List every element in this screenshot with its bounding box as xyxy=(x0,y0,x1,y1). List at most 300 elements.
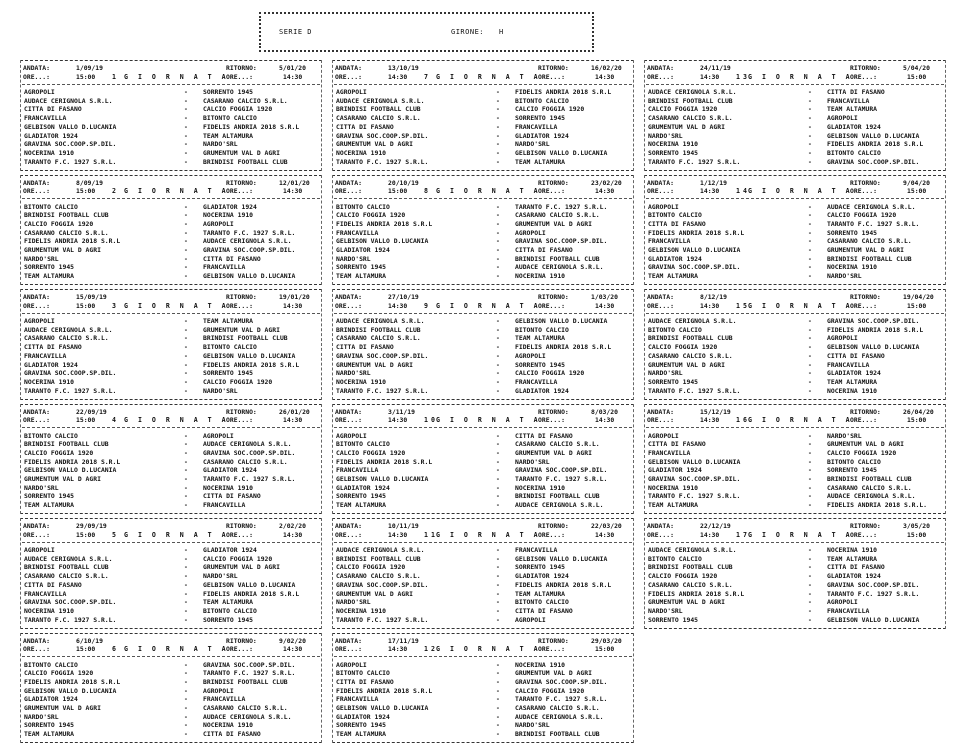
home-team: CALCIO FOGGIA 1920 xyxy=(24,669,94,678)
away-team: CASARANO CALCIO S.R.L. xyxy=(203,96,288,105)
away-team: AUDACE CERIGNOLA S.R.L. xyxy=(515,263,604,272)
away-team: TEAM ALTAMURA xyxy=(203,598,254,607)
home-team: CALCIO FOGGIA 1920 xyxy=(336,563,406,572)
giornata-block xyxy=(20,631,322,746)
ore-andata-label: ORE...: xyxy=(23,416,50,425)
away-team: FRANCAVILLA xyxy=(827,360,870,369)
away-team: BRINDISI FOOTBALL CLUB xyxy=(203,157,288,166)
home-team: TARANTO F.C. 1927 S.R.L. xyxy=(648,492,741,501)
home-team: SORRENTO 1945 xyxy=(648,615,699,624)
home-team: BITONTO CALCIO xyxy=(336,202,390,211)
away-team: GELBISON VALLO D.LUCANIA xyxy=(203,580,296,589)
ritorno-date: 26/04/20 xyxy=(903,407,934,416)
home-team: TEAM ALTAMURA xyxy=(24,272,75,281)
match-dash: - xyxy=(184,254,188,263)
ritorno-label: RITORNO: xyxy=(226,407,257,416)
header-separator xyxy=(22,542,320,543)
match-dash: - xyxy=(496,730,500,739)
away-team: NOCERINA 1910 xyxy=(515,272,566,281)
header-separator xyxy=(646,84,944,85)
home-team: GRUMENTUM VAL D AGRI xyxy=(336,360,413,369)
ore-andata-label: ORE...: xyxy=(23,530,50,539)
giornata-block xyxy=(332,58,634,173)
match-dash: - xyxy=(496,475,500,483)
schedule-column-1 xyxy=(20,58,322,745)
home-team: GRAVINA SOC.COOP.SP.DIL. xyxy=(648,475,741,483)
andata-date: 1/12/19 xyxy=(700,178,727,187)
match-dash: - xyxy=(808,554,812,563)
away-team: SORRENTO 1945 xyxy=(515,563,566,572)
giornata-block xyxy=(644,58,946,173)
giornata-block xyxy=(332,402,634,517)
match-dash: - xyxy=(184,606,188,615)
ritorno-label: RITORNO: xyxy=(850,407,881,416)
home-team: FIDELIS ANDRIA 2018 S.R.L xyxy=(336,686,433,695)
ore-ritorno-label: ORE...: xyxy=(226,187,253,196)
home-team: SORRENTO 1945 xyxy=(648,377,699,386)
match-dash: - xyxy=(808,237,812,246)
home-team: BITONTO CALCIO xyxy=(648,554,702,563)
andata-date: 13/10/19 xyxy=(388,64,419,72)
giornata-block xyxy=(20,402,322,517)
andata-date: 29/09/19 xyxy=(76,522,107,530)
giornata-word: G I O R N A T A xyxy=(748,416,853,425)
ore-ritorno-value: 14:30 xyxy=(595,301,615,310)
giornata-number: 15 xyxy=(736,301,750,310)
ritorno-label: RITORNO: xyxy=(850,522,881,530)
giornata-block xyxy=(20,58,322,173)
match-dash: - xyxy=(496,88,500,96)
home-team: NOCERINA 1910 xyxy=(24,377,75,386)
giornata-word: G I O R N A T A xyxy=(124,645,229,654)
away-team: TARANTO F.C. 1927 S.R.L. xyxy=(515,475,608,483)
match-dash: - xyxy=(808,140,812,149)
match-dash: - xyxy=(808,448,812,457)
away-team: BRINDISI FOOTBALL CLUB xyxy=(515,492,600,501)
home-team: BRINDISI FOOTBALL CLUB xyxy=(648,563,733,572)
match-dash: - xyxy=(808,377,812,386)
away-team: BRINDISI FOOTBALL CLUB xyxy=(203,677,288,686)
home-team: GRAVINA SOC.COOP.SP.DIL. xyxy=(336,580,429,589)
match-dash: - xyxy=(496,96,500,105)
ore-ritorno-label: ORE...: xyxy=(538,187,565,196)
home-team: NOCERINA 1910 xyxy=(336,148,387,157)
away-team: CASARANO CALCIO S.R.L. xyxy=(515,211,600,220)
ore-ritorno-value: 15:00 xyxy=(907,301,927,310)
home-team: CASARANO CALCIO S.R.L. xyxy=(648,580,733,589)
ore-andata-value: 15:00 xyxy=(76,645,96,654)
match-dash: - xyxy=(184,660,188,669)
match-dash: - xyxy=(184,483,188,492)
andata-date: 8/12/19 xyxy=(700,293,727,301)
match-dash: - xyxy=(184,457,188,466)
match-dash: - xyxy=(184,431,188,440)
header-separator xyxy=(22,198,320,199)
away-team: CALCIO FOGGIA 1920 xyxy=(515,686,585,695)
home-team: TARANTO F.C. 1927 S.R.L. xyxy=(648,157,741,166)
ore-ritorno-value: 15:00 xyxy=(907,187,927,196)
ore-andata-label: ORE...: xyxy=(23,645,50,654)
match-dash: - xyxy=(808,114,812,123)
home-team: AGROPOLI xyxy=(24,88,55,96)
match-dash: - xyxy=(808,431,812,440)
match-dash: - xyxy=(184,317,188,325)
match-dash: - xyxy=(184,122,188,131)
giornata-block xyxy=(644,173,946,288)
home-team: FRANCAVILLA xyxy=(24,114,67,123)
match-dash: - xyxy=(808,492,812,501)
ore-ritorno-label: ORE...: xyxy=(850,530,877,539)
match-dash: - xyxy=(184,246,188,254)
home-team: CASARANO CALCIO S.R.L. xyxy=(24,572,109,581)
header-separator xyxy=(334,427,632,428)
away-team: BITONTO CALCIO xyxy=(203,606,257,615)
match-dash: - xyxy=(184,360,188,369)
away-team: TARANTO F.C. 1927 S.R.L. xyxy=(827,589,920,598)
match-dash: - xyxy=(496,669,500,678)
away-team: BRINDISI FOOTBALL CLUB xyxy=(515,730,600,739)
home-team: TEAM ALTAMURA xyxy=(336,272,387,281)
home-team: CITTA DI FASANO xyxy=(336,677,394,686)
ore-andata-value: 15:00 xyxy=(76,301,96,310)
match-dash: - xyxy=(184,554,188,563)
away-team: BITONTO CALCIO xyxy=(203,114,257,123)
away-team: GLADIATOR 1924 xyxy=(515,131,569,140)
andata-date: 15/09/19 xyxy=(76,293,107,301)
home-team: FIDELIS ANDRIA 2018 S.R.L xyxy=(336,219,433,228)
home-team: GELBISON VALLO D.LUCANIA xyxy=(24,122,117,131)
ore-andata-value: 14:30 xyxy=(388,645,408,654)
andata-date: 1/09/19 xyxy=(76,64,103,72)
andata-date: 10/11/19 xyxy=(388,522,419,530)
match-dash: - xyxy=(808,572,812,581)
andata-label: ANDATA: xyxy=(23,522,50,530)
away-team: AUDACE CERIGNOLA S.R.L. xyxy=(827,202,916,211)
match-dash: - xyxy=(184,580,188,589)
match-dash: - xyxy=(496,122,500,131)
ore-ritorno-value: 14:30 xyxy=(283,645,303,654)
home-team: TARANTO F.C. 1927 S.R.L. xyxy=(24,386,117,395)
away-team: CITTA DI FASANO xyxy=(203,730,261,739)
giornata-number: 4 xyxy=(112,416,119,425)
away-team: GRAVINA SOC.COOP.SP.DIL. xyxy=(203,246,296,254)
home-team: GRAVINA SOC.COOP.SP.DIL. xyxy=(24,369,117,378)
giornata-word: G I O R N A T A xyxy=(124,301,229,310)
home-team: CASARANO CALCIO S.R.L. xyxy=(336,572,421,581)
match-dash: - xyxy=(496,721,500,730)
away-team: AGROPOLI xyxy=(203,686,234,695)
giornata-number: 2 xyxy=(112,187,119,196)
home-team: BRINDISI FOOTBALL CLUB xyxy=(336,325,421,334)
match-dash: - xyxy=(184,369,188,378)
header-separator xyxy=(646,313,944,314)
ore-ritorno-label: ORE...: xyxy=(850,301,877,310)
ritorno-label: RITORNO: xyxy=(226,178,257,187)
away-team: FRANCAVILLA xyxy=(203,263,246,272)
away-team: TEAM ALTAMURA xyxy=(827,377,878,386)
giornata-word: G I O R N A T A xyxy=(436,416,541,425)
ore-andata-label: ORE...: xyxy=(647,416,674,425)
home-team: TEAM ALTAMURA xyxy=(336,501,387,510)
match-dash: - xyxy=(184,228,188,237)
away-team: GELBISON VALLO D.LUCANIA xyxy=(203,272,296,281)
away-team: AGROPOLI xyxy=(515,351,546,360)
away-team: AUDACE CERIGNOLA S.R.L. xyxy=(203,440,292,449)
match-dash: - xyxy=(184,475,188,483)
away-team: BRINDISI FOOTBALL CLUB xyxy=(827,254,912,263)
away-team: CALCIO FOGGIA 1920 xyxy=(203,554,273,563)
ore-andata-label: ORE...: xyxy=(335,187,362,196)
home-team: AUDACE CERIGNOLA S.R.L. xyxy=(24,554,113,563)
match-dash: - xyxy=(496,317,500,325)
home-team: BITONTO CALCIO xyxy=(336,669,390,678)
ore-ritorno-value: 15:00 xyxy=(595,645,615,654)
away-team: GLADIATOR 1924 xyxy=(827,572,881,581)
header-separator xyxy=(646,198,944,199)
match-dash: - xyxy=(496,377,500,386)
match-dash: - xyxy=(496,572,500,581)
match-dash: - xyxy=(184,572,188,581)
giornata-number: 9 xyxy=(424,301,431,310)
giornata-block xyxy=(644,287,946,402)
ritorno-label: RITORNO: xyxy=(538,178,569,187)
away-team: GRUMENTUM VAL D AGRI xyxy=(203,148,280,157)
andata-label: ANDATA: xyxy=(335,64,362,72)
match-dash: - xyxy=(808,263,812,272)
home-team: CITTA DI FASANO xyxy=(24,580,82,589)
match-dash: - xyxy=(496,202,500,211)
header-separator xyxy=(334,198,632,199)
away-team: GRUMENTUM VAL D AGRI xyxy=(827,440,904,449)
match-dash: - xyxy=(184,546,188,554)
ritorno-date: 8/03/20 xyxy=(591,407,618,416)
away-team: GLADIATOR 1924 xyxy=(203,546,257,554)
away-team: FIDELIS ANDRIA 2018 S.R.L xyxy=(515,580,612,589)
ore-andata-label: ORE...: xyxy=(23,187,50,196)
home-team: NARDO'SRL xyxy=(24,483,59,492)
match-dash: - xyxy=(184,334,188,343)
away-team: GLADIATOR 1924 xyxy=(515,572,569,581)
away-team: GELBISON VALLO D.LUCANIA xyxy=(515,317,608,325)
match-dash: - xyxy=(184,730,188,739)
match-dash: - xyxy=(496,457,500,466)
giornata-block xyxy=(20,287,322,402)
header-separator xyxy=(22,427,320,428)
giornata-word: G I O R N A T A xyxy=(436,530,541,539)
home-team: CITTA DI FASANO xyxy=(24,343,82,352)
match-dash: - xyxy=(184,615,188,624)
home-team: FRANCAVILLA xyxy=(336,695,379,704)
away-team: FIDELIS ANDRIA 2018 S.R.L xyxy=(827,140,924,149)
header-separator xyxy=(22,656,320,657)
andata-date: 22/12/19 xyxy=(700,522,731,530)
giornata-block xyxy=(20,516,322,631)
giornata-word: G I O R N A T A xyxy=(436,645,541,654)
home-team: TEAM ALTAMURA xyxy=(24,501,75,510)
home-team: CALCIO FOGGIA 1920 xyxy=(648,105,718,114)
match-dash: - xyxy=(496,114,500,123)
ore-ritorno-value: 14:30 xyxy=(595,72,615,81)
home-team: GELBISON VALLO D.LUCANIA xyxy=(336,237,429,246)
home-team: AUDACE CERIGNOLA S.R.L. xyxy=(24,96,113,105)
match-dash: - xyxy=(496,466,500,475)
away-team: CITTA DI FASANO xyxy=(827,351,885,360)
away-team: CITTA DI FASANO xyxy=(203,492,261,501)
home-team: BITONTO CALCIO xyxy=(24,431,78,440)
home-team: CITTA DI FASANO xyxy=(648,440,706,449)
match-dash: - xyxy=(496,148,500,157)
giornata-number: 5 xyxy=(112,530,119,539)
ore-ritorno-label: ORE...: xyxy=(226,301,253,310)
ore-ritorno-value: 14:30 xyxy=(283,72,303,81)
match-dash: - xyxy=(184,88,188,96)
match-dash: - xyxy=(808,246,812,254)
andata-date: 24/11/19 xyxy=(700,64,731,72)
match-dash: - xyxy=(496,492,500,501)
home-team: GRUMENTUM VAL D AGRI xyxy=(24,704,101,712)
ore-andata-label: ORE...: xyxy=(647,187,674,196)
home-team: GRAVINA SOC.COOP.SP.DIL. xyxy=(24,598,117,607)
ore-andata-label: ORE...: xyxy=(335,416,362,425)
away-team: GELBISON VALLO D.LUCANIA xyxy=(827,615,920,624)
away-team: NOCERINA 1910 xyxy=(827,386,878,395)
home-team: AUDACE CERIGNOLA S.R.L. xyxy=(648,317,737,325)
match-dash: - xyxy=(808,598,812,607)
match-dash: - xyxy=(808,219,812,228)
match-dash: - xyxy=(808,483,812,492)
home-team: FIDELIS ANDRIA 2018 S.R.L xyxy=(648,228,745,237)
away-team: CALCIO FOGGIA 1920 xyxy=(515,105,585,114)
ore-ritorno-value: 15:00 xyxy=(907,416,927,425)
home-team: TEAM ALTAMURA xyxy=(24,730,75,739)
away-team: TARANTO F.C. 1927 S.R.L. xyxy=(203,228,296,237)
giornata-word: G I O R N A T A xyxy=(436,187,541,196)
away-team: NARDO'SRL xyxy=(515,457,550,466)
home-team: GRUMENTUM VAL D AGRI xyxy=(24,246,101,254)
away-team: TARANTO F.C. 1927 S.R.L. xyxy=(515,695,608,704)
andata-date: 27/10/19 xyxy=(388,293,419,301)
home-team: GELBISON VALLO D.LUCANIA xyxy=(336,475,429,483)
home-team: TARANTO F.C. 1927 S.R.L. xyxy=(336,386,429,395)
match-dash: - xyxy=(496,431,500,440)
away-team: BITONTO CALCIO xyxy=(515,325,569,334)
match-dash: - xyxy=(808,466,812,475)
away-team: TEAM ALTAMURA xyxy=(515,157,566,166)
home-team: CASARANO CALCIO S.R.L. xyxy=(24,228,109,237)
match-dash: - xyxy=(808,369,812,378)
home-team: GELBISON VALLO D.LUCANIA xyxy=(24,466,117,475)
away-team: TEAM ALTAMURA xyxy=(203,131,254,140)
ore-ritorno-label: ORE...: xyxy=(226,530,253,539)
ritorno-date: 16/02/20 xyxy=(591,64,622,72)
match-dash: - xyxy=(184,202,188,211)
ritorno-label: RITORNO: xyxy=(850,293,881,301)
home-team: GELBISON VALLO D.LUCANIA xyxy=(648,246,741,254)
away-team: AGROPOLI xyxy=(203,219,234,228)
home-team: CASARANO CALCIO S.R.L. xyxy=(24,334,109,343)
home-team: AGROPOLI xyxy=(648,431,679,440)
schedule-column-3 xyxy=(644,58,946,631)
away-team: CASARANO CALCIO S.R.L. xyxy=(203,457,288,466)
home-team: GRUMENTUM VAL D AGRI xyxy=(648,598,725,607)
away-team: CALCIO FOGGIA 1920 xyxy=(827,448,897,457)
giornata-block xyxy=(332,287,634,402)
ritorno-label: RITORNO: xyxy=(538,522,569,530)
ore-ritorno-label: ORE...: xyxy=(850,416,877,425)
home-team: FIDELIS ANDRIA 2018 S.R.L xyxy=(336,457,433,466)
match-dash: - xyxy=(496,272,500,281)
match-dash: - xyxy=(496,448,500,457)
home-team: FRANCAVILLA xyxy=(336,466,379,475)
match-dash: - xyxy=(496,677,500,686)
ritorno-date: 22/03/20 xyxy=(591,522,622,530)
away-team: GRAVINA SOC.COOP.SP.DIL. xyxy=(203,448,296,457)
match-dash: - xyxy=(184,448,188,457)
andata-label: ANDATA: xyxy=(23,293,50,301)
home-team: AGROPOLI xyxy=(336,660,367,669)
match-dash: - xyxy=(808,211,812,220)
andata-label: ANDATA: xyxy=(647,522,674,530)
match-dash: - xyxy=(808,325,812,334)
match-dash: - xyxy=(808,606,812,615)
home-team: FRANCAVILLA xyxy=(648,448,691,457)
home-team: GLADIATOR 1924 xyxy=(24,131,78,140)
match-dash: - xyxy=(496,554,500,563)
home-team: GLADIATOR 1924 xyxy=(336,246,390,254)
home-team: AUDACE CERIGNOLA S.R.L. xyxy=(648,88,737,96)
home-team: NARDO'SRL xyxy=(336,254,371,263)
match-dash: - xyxy=(496,140,500,149)
ore-andata-value: 14:30 xyxy=(700,72,720,81)
giornata-number: 13 xyxy=(736,72,750,81)
away-team: GRUMENTUM VAL D AGRI xyxy=(827,246,904,254)
match-dash: - xyxy=(496,237,500,246)
away-team: NOCERINA 1910 xyxy=(515,660,566,669)
away-team: AGROPOLI xyxy=(827,114,858,123)
ritorno-date: 19/04/20 xyxy=(903,293,934,301)
ritorno-label: RITORNO: xyxy=(226,636,257,645)
match-dash: - xyxy=(808,457,812,466)
andata-date: 15/12/19 xyxy=(700,407,731,416)
away-team: GRAVINA SOC.COOP.SP.DIL. xyxy=(515,237,608,246)
andata-label: ANDATA: xyxy=(647,64,674,72)
home-team: NARDO'SRL xyxy=(336,369,371,378)
home-team: CALCIO FOGGIA 1920 xyxy=(648,343,718,352)
home-team: BRINDISI FOOTBALL CLUB xyxy=(648,334,733,343)
ritorno-date: 5/04/20 xyxy=(903,64,930,72)
match-dash: - xyxy=(184,105,188,114)
away-team: TARANTO F.C. 1927 S.R.L. xyxy=(827,219,920,228)
home-team: CASARANO CALCIO S.R.L. xyxy=(336,334,421,343)
match-dash: - xyxy=(184,148,188,157)
home-team: NOCERINA 1910 xyxy=(648,140,699,149)
andata-date: 6/10/19 xyxy=(76,636,103,645)
match-dash: - xyxy=(184,704,188,712)
match-dash: - xyxy=(496,386,500,395)
match-dash: - xyxy=(184,712,188,721)
home-team: BRINDISI FOOTBALL CLUB xyxy=(24,563,109,572)
home-team: NARDO'SRL xyxy=(24,254,59,263)
ore-andata-value: 15:00 xyxy=(76,416,96,425)
home-team: AUDACE CERIGNOLA S.R.L. xyxy=(336,546,425,554)
andata-label: ANDATA: xyxy=(23,407,50,416)
match-dash: - xyxy=(496,246,500,254)
giornata-number: 14 xyxy=(736,187,750,196)
home-team: GLADIATOR 1924 xyxy=(648,254,702,263)
away-team: GRUMENTUM VAL D AGRI xyxy=(203,325,280,334)
andata-date: 3/11/19 xyxy=(388,407,415,416)
ritorno-date: 3/05/20 xyxy=(903,522,930,530)
